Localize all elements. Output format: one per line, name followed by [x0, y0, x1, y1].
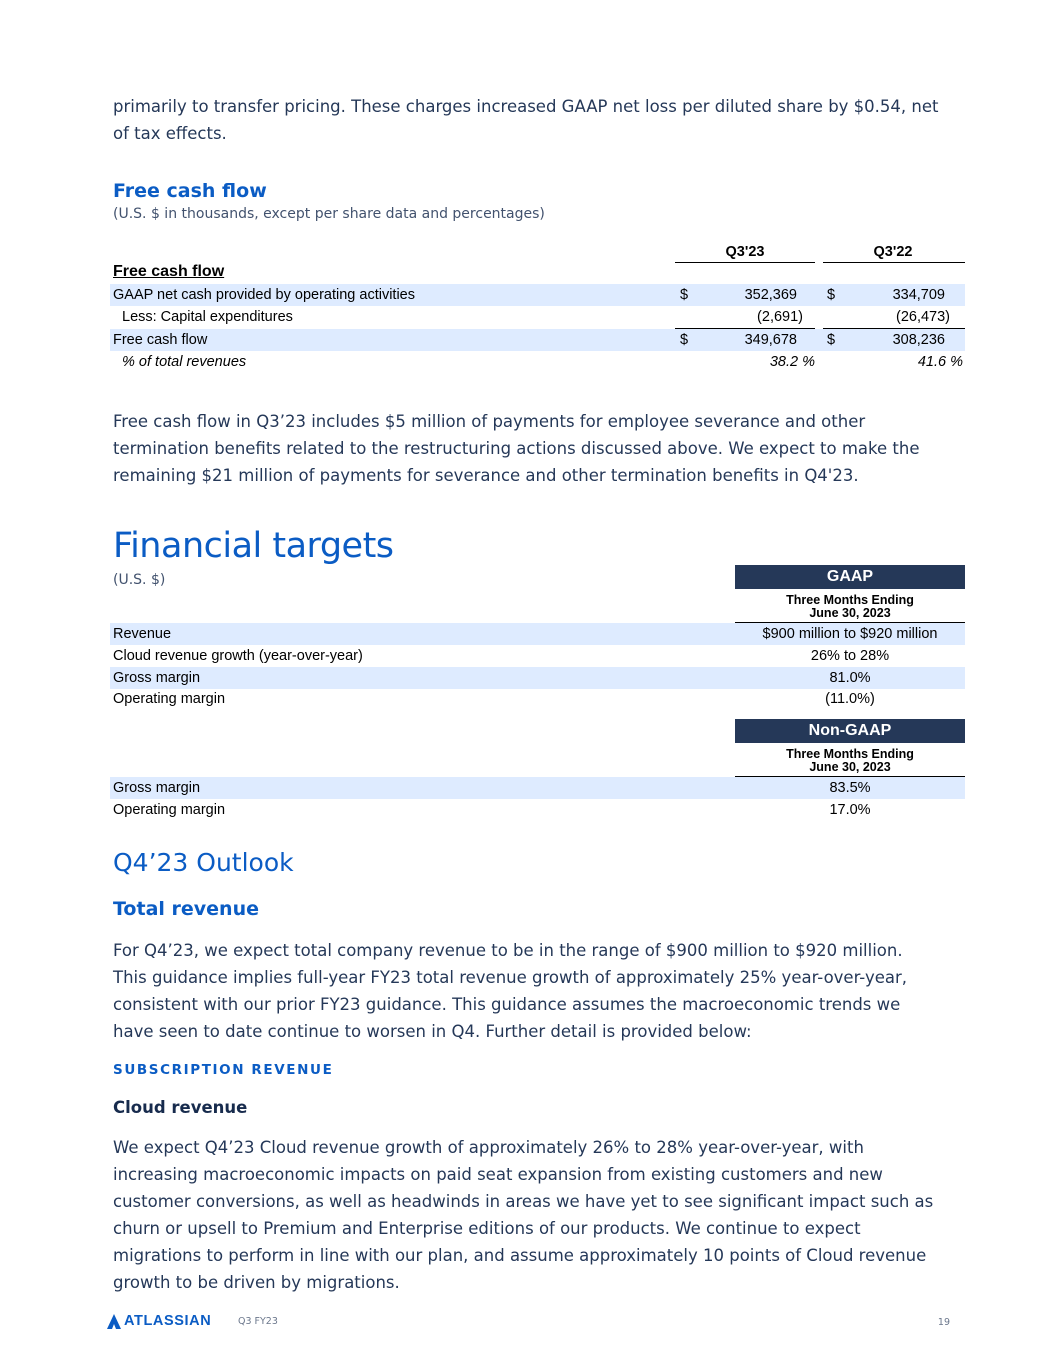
- period-line: June 30, 2023: [809, 760, 891, 774]
- cloud-revenue-paragraph: [113, 1134, 993, 1296]
- header-rule: [823, 262, 965, 263]
- cloud-revenue-heading: Cloud revenue: [113, 1098, 248, 1117]
- footer-quarter: Q3 FY23: [238, 1316, 278, 1327]
- paragraph-line: customer conversions, as well as headwinds in areas we have yet to see significant impact such as: [113, 1192, 934, 1211]
- currency: $: [680, 287, 689, 303]
- row-label: Cloud revenue growth (year-over-year): [113, 648, 363, 664]
- fcf-col-q323: Q3'23: [725, 244, 765, 260]
- table-row: [110, 306, 965, 328]
- header-rule: [675, 262, 815, 263]
- currency: $: [680, 332, 689, 348]
- paragraph-line: increasing macroeconomic impacts on paid seat expansion from existing customers and new: [113, 1165, 883, 1184]
- financial-targets-note: (U.S. $): [113, 572, 166, 588]
- period-line: Three Months Ending: [786, 593, 914, 607]
- period-line: Three Months Ending: [786, 747, 914, 761]
- paragraph-line: We expect Q4’23 Cloud revenue growth of approximately 26% to 28% year-over-year, with: [113, 1138, 864, 1157]
- paragraph-line: consistent with our prior FY23 guidance. This guidance assumes the macroeconomic trends we: [113, 995, 901, 1014]
- paragraph-line: termination benefits related to the restructuring actions discussed above. We expect to make the: [113, 439, 920, 458]
- table-row: [110, 351, 965, 373]
- table-row: [110, 667, 965, 689]
- non-gaap-header: Non-GAAP: [735, 719, 965, 743]
- paragraph-line: For Q4’23, we expect total company revenue to be in the range of $900 million to $920 million.: [113, 941, 903, 960]
- table-row: [110, 623, 965, 645]
- total-revenue-heading: Total revenue: [113, 898, 259, 920]
- row-label: Revenue: [113, 626, 172, 642]
- table-row: [110, 777, 965, 799]
- row-label: Operating margin: [113, 802, 226, 818]
- row-value: 81.0%: [829, 670, 871, 686]
- brand-name: ATLASSIAN: [124, 1313, 212, 1329]
- intro-line: primarily to transfer pricing. These charges increased GAAP net loss per diluted share by $0.54, net: [113, 97, 939, 116]
- row-label: % of total revenues: [122, 354, 247, 370]
- paragraph-line: remaining $21 million of payments for severance and other termination benefits in Q4'23.: [113, 466, 859, 485]
- row-label: GAAP net cash provided by operating activities: [113, 287, 415, 303]
- financial-targets-title: Financial targets: [113, 526, 394, 566]
- currency: $: [827, 287, 836, 303]
- fcf-note: (U.S. $ in thousands, except per share data and percentages): [113, 206, 545, 222]
- value-q323: 349,678: [744, 332, 797, 348]
- paragraph-line: This guidance implies full-year FY23 total revenue growth of approximately 25% year-over-year,: [113, 968, 908, 987]
- table-row: [110, 329, 965, 351]
- subscription-revenue-label: SUBSCRIPTION REVENUE: [113, 1062, 334, 1078]
- table-row: [110, 645, 965, 667]
- non-gaap-period-header: [735, 748, 965, 774]
- paragraph-line: migrations to perform in line with our plan, and assume approximately 10 points of Cloud revenue: [113, 1246, 927, 1265]
- row-label: Gross margin: [113, 780, 201, 796]
- value-q323: 38.2 %: [769, 354, 815, 370]
- table-row: [110, 284, 965, 306]
- row-label: Operating margin: [113, 691, 226, 707]
- fcf-paragraph: [113, 408, 993, 489]
- row-label: Gross margin: [113, 670, 201, 686]
- gaap-header: GAAP: [735, 565, 965, 589]
- paragraph-line: churn or upsell to Premium and Enterprise editions of our products. We continue to expect: [113, 1219, 861, 1238]
- value-q322: 308,236: [892, 332, 945, 348]
- intro-line: of tax effects.: [113, 124, 227, 143]
- fcf-heading: Free cash flow: [113, 180, 267, 202]
- value-q323: (2,691): [757, 309, 803, 325]
- row-value: 83.5%: [829, 780, 871, 796]
- value-q323: 352,369: [744, 287, 797, 303]
- period-line: June 30, 2023: [809, 606, 891, 620]
- page-number: 19: [937, 1317, 950, 1328]
- atlassian-logo-icon: [107, 1314, 121, 1329]
- value-q322: 41.6 %: [917, 354, 963, 370]
- table-row: [110, 799, 965, 821]
- fcf-col-q322: Q3'22: [873, 244, 913, 260]
- fcf-table-title: Free cash flow: [113, 263, 225, 280]
- paragraph-line: growth to be driven by migrations.: [113, 1273, 400, 1292]
- row-label: Less: Capital expenditures: [122, 309, 293, 325]
- total-revenue-paragraph: [113, 937, 993, 1045]
- row-value: (11.0%): [825, 691, 875, 707]
- value-q322: (26,473): [895, 309, 950, 325]
- value-q322: 334,709: [892, 287, 945, 303]
- row-value: 26% to 28%: [810, 648, 890, 664]
- outlook-title: Q4’23 Outlook: [113, 848, 294, 877]
- row-value: 17.0%: [829, 802, 871, 818]
- row-value: $900 million to $920 million: [762, 626, 938, 642]
- currency: $: [827, 332, 836, 348]
- intro-paragraph: [113, 93, 993, 147]
- paragraph-line: Free cash flow in Q3’23 includes $5 million of payments for employee severance and other: [113, 412, 866, 431]
- gaap-period-header: [735, 594, 965, 620]
- row-label: Free cash flow: [113, 332, 208, 348]
- table-row: [110, 688, 965, 710]
- paragraph-line: have seen to date continue to worsen in Q4. Further detail is provided below:: [113, 1022, 752, 1041]
